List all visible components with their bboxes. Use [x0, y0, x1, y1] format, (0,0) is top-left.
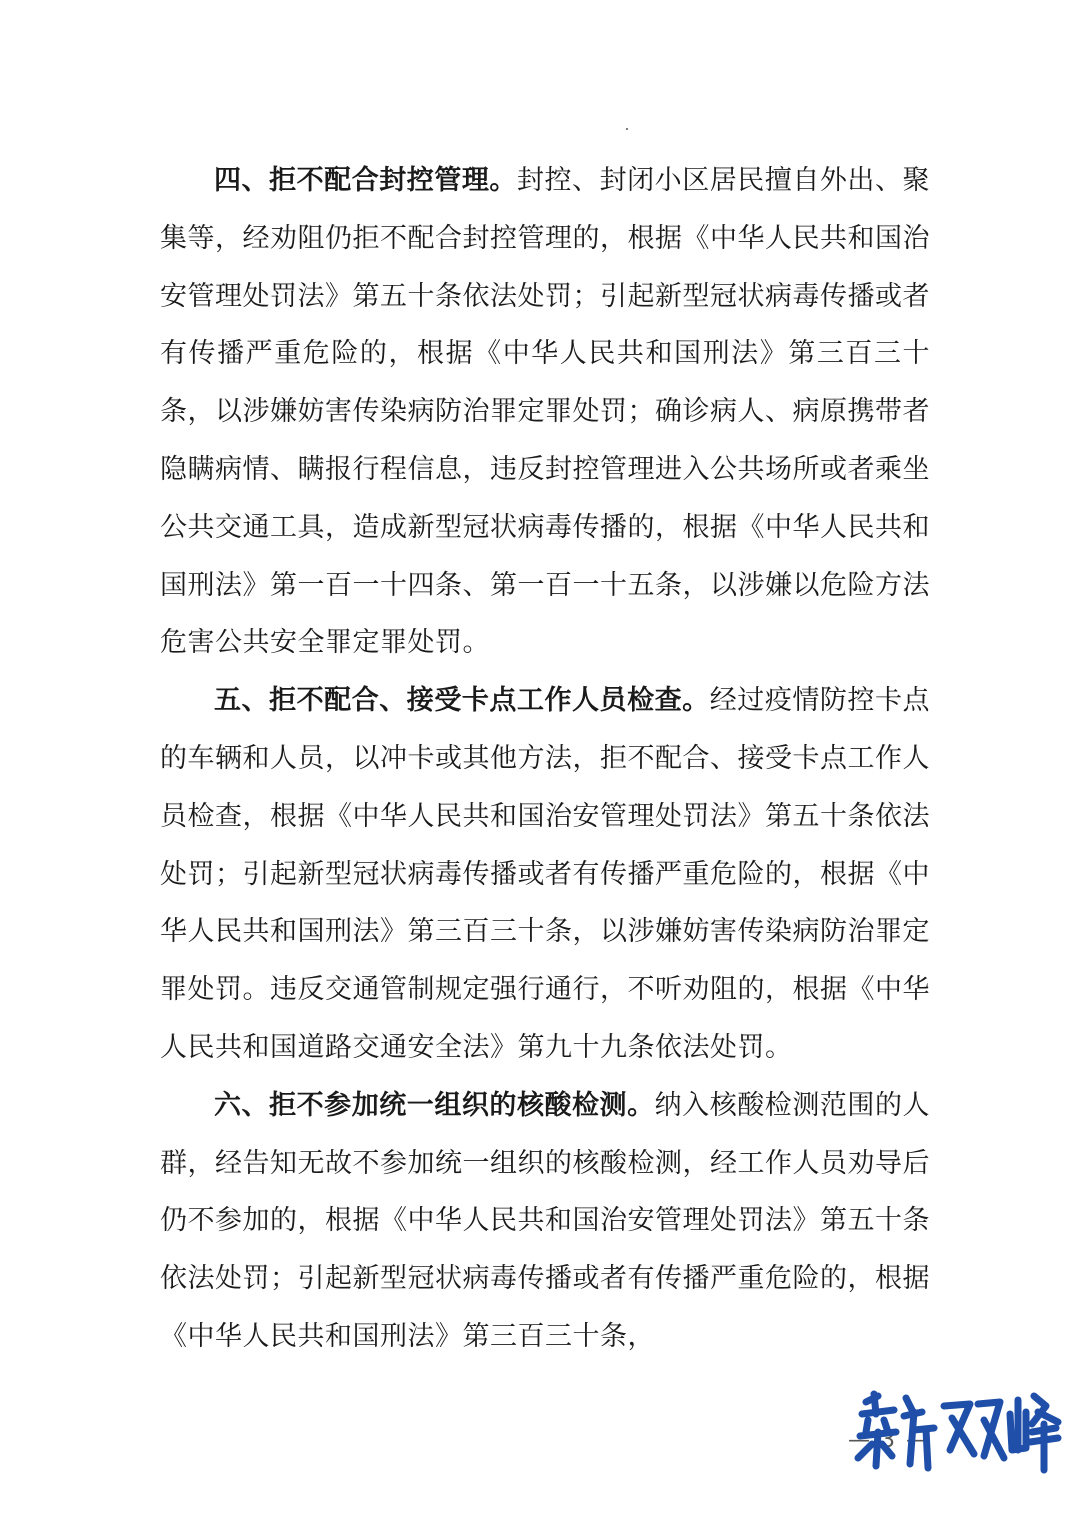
paragraph-5-text: 经过疫情防控卡点的车辆和人员，以冲卡或其他方法，拒不配合、接受卡点工作人员检查，根据《中华人民共和国治安管理处罚法》第五十条依法处罚；引起新型冠状病毒传播或者有传播严重危险的，根据《中华人民共和国刑法》第三百三十条，以涉嫌妨害传染病防治罪定罪处罚。违反交通管制规定强行通行，不听劝阻的，根据《中华人民共和国道路交通安全法》第九十九条依法处罚。 — [160, 685, 931, 1063]
scan-speck — [626, 128, 628, 130]
paragraph-5 — [160, 672, 930, 1077]
paragraph-6-text: 纳入核酸检测范围的人群，经告知无故不参加统一组织的核酸检测，经工作人员劝导后仍不参加的，根据《中华人民共和国治安管理处罚法》第五十条依法处罚；引起新型冠状病毒传播或者有传播严重危险的，根据《中华人民共和国刑法》第三百三十条， — [160, 1089, 931, 1352]
paragraph-4-heading: 四、拒不配合封控管理。 — [214, 165, 517, 196]
paragraph-5-heading: 五、拒不配合、接受卡点工作人员检查。 — [214, 685, 710, 717]
paragraph-4 — [160, 152, 930, 672]
paragraph-4-text: 封控、封闭小区居民擅自外出、聚集等，经劝阻仍拒不配合封控管理的，根据《中华人民共和国治安管理处罚法》第五十条依法处罚；引起新型冠状病毒传播或者有传播严重危险的，根据《中华人民共和国刑法》第三百三十条，以涉嫌妨害传染病防治罪定罪处罚；确诊病人、病原携带者隐瞒病情、瞒报行程信息，违反封控管理进入公共场所或者乘坐公共交通工具，造成新型冠状病毒传播的，根据《中华人民共和国刑法》第一百一十四条、第一百一十五条，以涉嫌以危险方法危害公共安全罪定罪处罚。 — [160, 165, 931, 659]
page-number: — 3 — — [848, 1428, 930, 1453]
document-body — [160, 152, 930, 1366]
xinshuangfeng-logo-watermark — [852, 1384, 1062, 1474]
paragraph-6-heading: 六、拒不参加统一组织的核酸检测。 — [214, 1089, 655, 1121]
paragraph-6 — [160, 1077, 930, 1366]
